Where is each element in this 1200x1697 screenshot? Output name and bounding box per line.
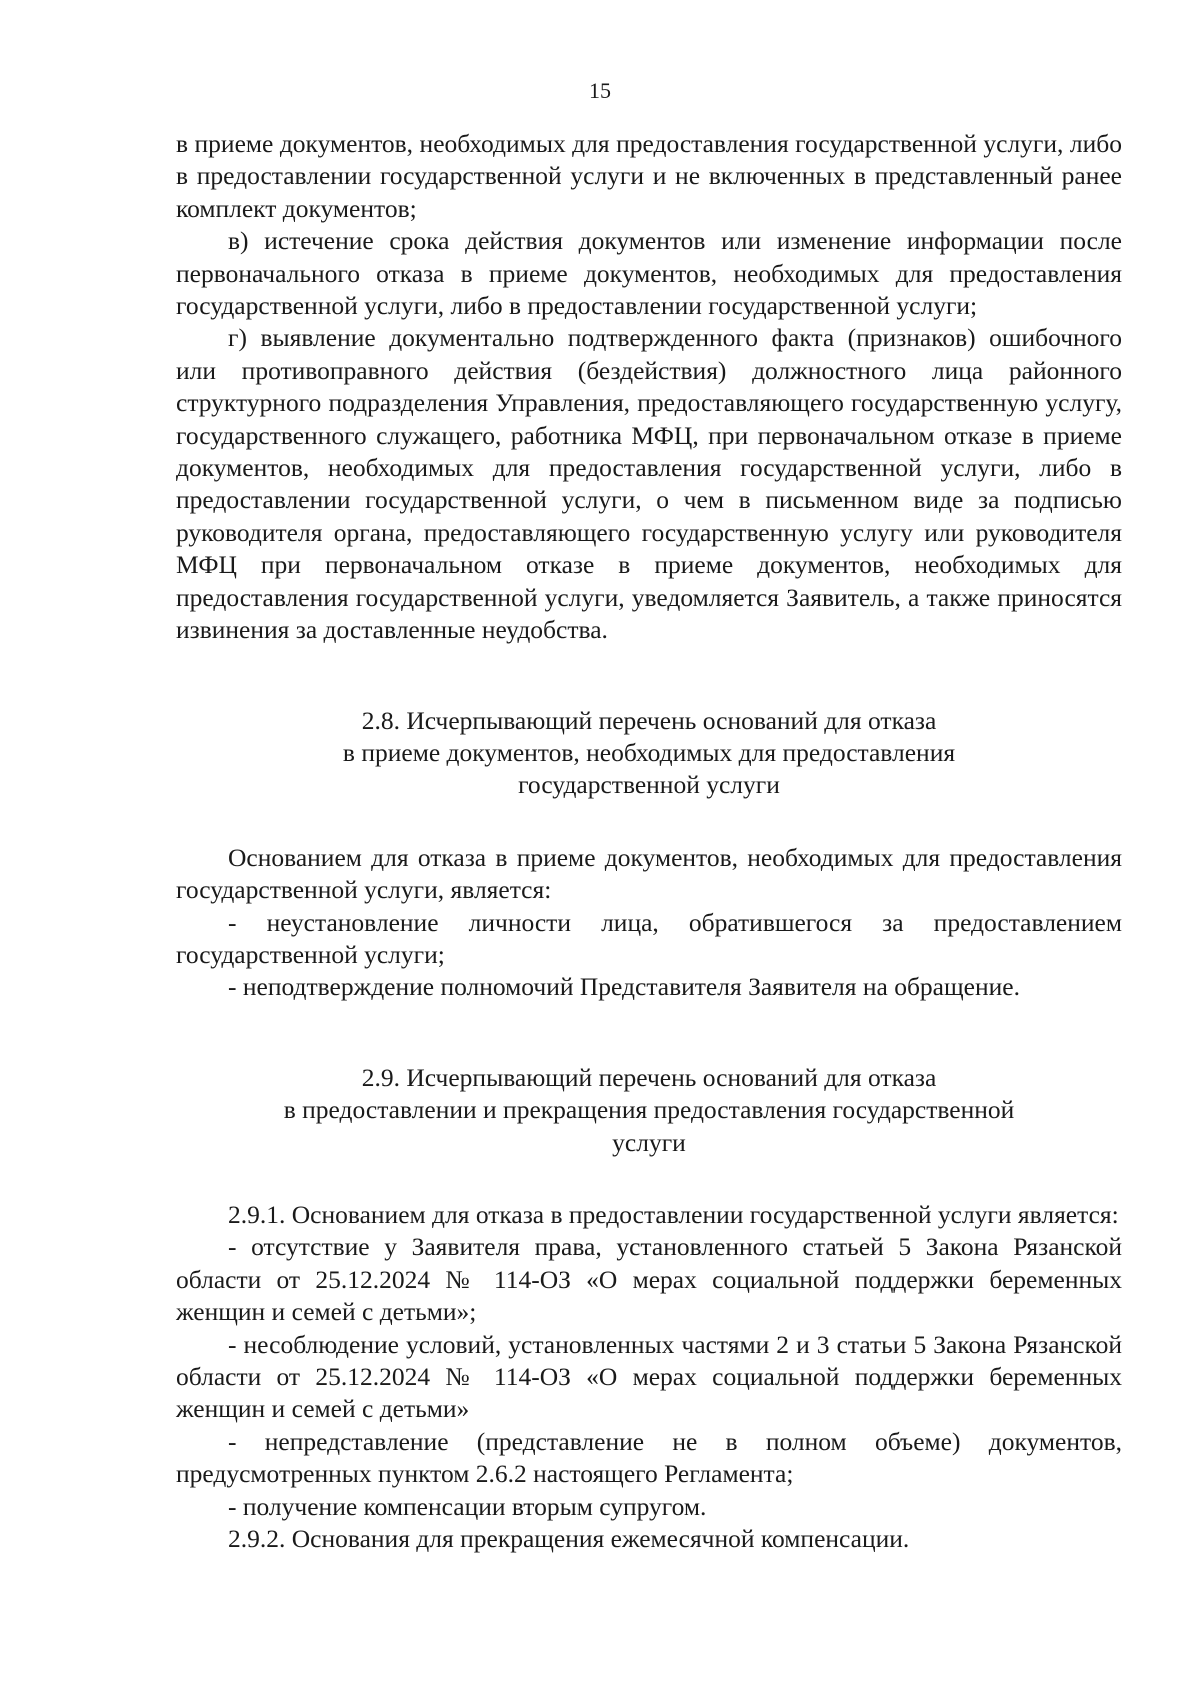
section-2-8-item-2: - неподтверждение полномочий Представителя Заявителя на обращение. (228, 972, 1020, 1002)
heading-line: в приеме документов, необходимых для предоставления (342, 737, 956, 767)
section-2-8-lead: Основанием для отказа в приеме документов, необходимых для предоставления государственной услуги, является: (176, 842, 1122, 905)
section-2-8-item-1: - неустановление личности лица, обратившегося за предоставлением государственной услуги; (176, 907, 1122, 969)
page-content (176, 128, 1122, 1555)
heading-line: услуги (612, 1127, 686, 1157)
continuation-paragraph: в приеме документов, необходимых для предоставления государственной услуги, либо в предоставлении государственной услуги и не включенных в представленный ранее комплект документов; (176, 129, 1122, 223)
paragraph-2-9-2: 2.9.2. Основания для прекращения ежемесячной компенсации. (228, 1524, 910, 1554)
heading-line: государственной услуги (518, 770, 780, 800)
section-2-9-item-3: - непредставление (представление не в полном объеме) документов, предусмотренных пунктом 2.6.2 настоящего Регламента; (176, 1426, 1122, 1489)
section-2-8-heading (176, 705, 1122, 802)
item-v-paragraph: в) истечение срока действия документов или изменение информации после первоначального отказа в приеме документов, необходимых для предоставления государственной услуги, либо в предоставлении государственной услуги; (176, 226, 1122, 321)
page-number: 15 (589, 78, 611, 103)
heading-line: в предоставлении и прекращения предоставления государственной (283, 1095, 1015, 1125)
heading-line: 2.8. Исчерпывающий перечень оснований для отказа (361, 705, 937, 735)
section-2-9-item-1: - отсутствие у Заявителя права, установленного статьей 5 Закона Рязанской области от 25.12.2024 № 114-ОЗ «О мерах социальной поддержки беременных женщин и семей с детьми»; (176, 1232, 1122, 1327)
section-2-9-item-2: - несоблюдение условий, установленных частями 2 и 3 статьи 5 Закона Рязанской области от 25.12.2024 № 114-ОЗ «О мерах социальной поддержки беременных женщин и семей с детьми» (176, 1329, 1122, 1424)
item-g-paragraph: г) выявление документально подтвержденного факта (признаков) ошибочного или противоправного действия (бездействия) должностного лица районного структурного подразделения Управления, предоставляющего государственную услугу, государственного служащего, работника МФЦ, при первоначальном отказе в приеме документов, необходимых для предоставления государственной услуги, либо в предоставлении государственной услуги, о чем в письменном виде за подписью руководителя органа, предоставляющего государственную услугу или руководителя МФЦ при первоначальном отказе в приеме документов, необходимых для предоставления государственной услуги, уведомляется Заявитель, а также приносятся извинения за доставленные неудобства. (176, 323, 1122, 645)
section-2-9-item-4: - получение компенсации вторым супругом. (228, 1491, 707, 1521)
paragraph-2-9-1: 2.9.1. Основанием для отказа в предоставлении государственной услуги является: (228, 1199, 1119, 1229)
section-2-9-heading (176, 1062, 1122, 1159)
heading-line: 2.9. Исчерпывающий перечень оснований для отказа (361, 1062, 937, 1092)
